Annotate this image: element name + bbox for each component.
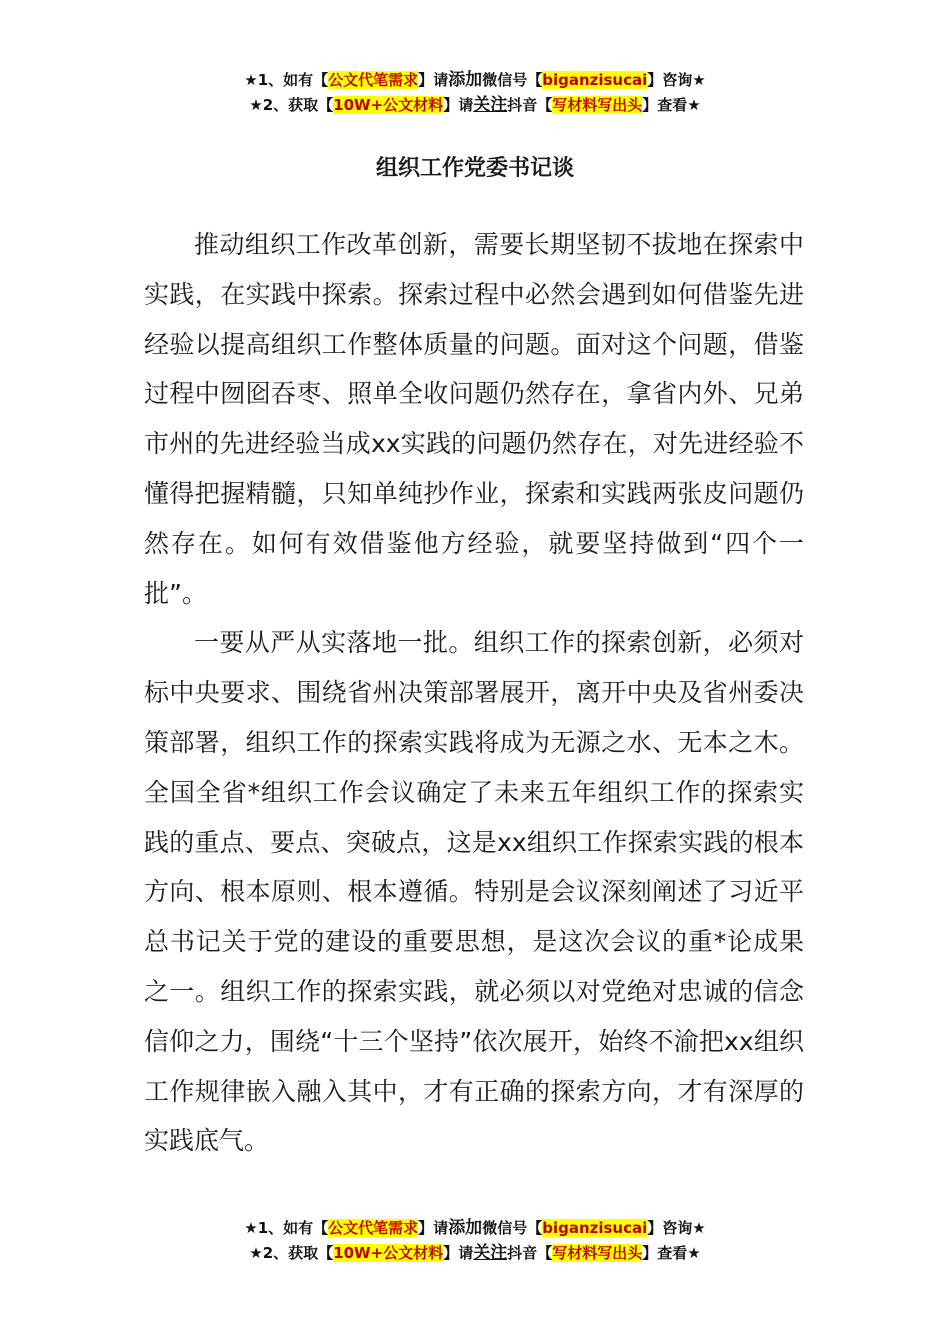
highlight-materials: 10W+公文材料 [333, 1244, 444, 1262]
banner-line-2 [0, 93, 950, 118]
banner-text: 微信号【 [482, 71, 543, 89]
banner-text: 抖音【 [507, 96, 553, 114]
highlight-douyin-account: 写材料写出头 [552, 96, 643, 114]
highlight-service: 公文代笔需求 [328, 71, 419, 89]
banner-text: 抖音【 [507, 1244, 553, 1262]
banner-emphasis: 添加 [448, 70, 483, 90]
document-title: 组织工作党委书记谈 [375, 156, 574, 181]
footer-banner [0, 1216, 950, 1266]
header-banner [0, 68, 950, 118]
banner-text: 】请 [443, 96, 474, 114]
highlight-wechat-id: biganzisucai [542, 71, 648, 89]
banner-text: 】查看★ [642, 1244, 701, 1262]
banner-text: 】请 [418, 71, 449, 89]
banner-text: 】查看★ [642, 96, 701, 114]
banner-emphasis: 添加 [448, 1218, 483, 1238]
highlight-materials: 10W+公文材料 [333, 96, 444, 114]
highlight-wechat-id: biganzisucai [542, 1219, 648, 1237]
banner-line-2 [0, 1241, 950, 1266]
paragraph-intro: 推动组织工作改革创新，需要长期坚韧不拔地在探索中实践，在实践中探索。探索过程中必然会遇到如何借鉴先进经验以提高组织工作整体质量的问题。面对这个问题，借鉴过程中囫囵吞枣、照单全收问题仍然存在，拿省内外、兄弟市州的先进经验当成xx实践的问题仍然存在，对先进经验不懂得把握精髓，只知单纯抄作业，探索和实践两张皮问题仍然存在。如何有效借鉴他方经验，就要坚持做到“四个一批”。 [144, 230, 804, 608]
banner-emphasis: 关注 [473, 95, 508, 115]
banner-text: ★1、如有【 [244, 71, 329, 89]
paragraph-point-one: 一要从严从实落地一批。组织工作的探索创新，必须对标中央要求、围绕省州决策部署展开，离开中央及省州委决策部署，组织工作的探索实践将成为无源之水、无本之木。全国全省*组织工作会议确定了未来五年组织工作的探索实践的重点、要点、突破点，这是xx组织工作探索实践的根本方向、根本原则、根本遵循。特别是会议深刻阐述了习近平总书记关于党的建设的重要思想，是这次会议的重*论成果之一。组织工作的探索实践，就必须以对党绝对忠诚的信念信仰之力，围绕“十三个坚持”依次展开，始终不渝把xx组织工作规律嵌入融入其中，才有正确的探索方向，才有深厚的实践底气。 [144, 628, 804, 1156]
banner-text: 】咨询★ [647, 71, 706, 89]
banner-text: 】咨询★ [647, 1219, 706, 1237]
banner-text: 微信号【 [482, 1219, 543, 1237]
banner-text: ★1、如有【 [244, 1219, 329, 1237]
banner-text: 】请 [443, 1244, 474, 1262]
banner-emphasis: 关注 [473, 1243, 508, 1263]
highlight-douyin-account: 写材料写出头 [552, 1244, 643, 1262]
banner-line-1 [0, 68, 950, 93]
banner-line-1 [0, 1216, 950, 1241]
highlight-service: 公文代笔需求 [328, 1219, 419, 1237]
banner-text: ★2、获取【 [249, 1244, 334, 1262]
banner-text: 】请 [418, 1219, 449, 1237]
document-body [144, 220, 804, 1166]
banner-text: ★2、获取【 [249, 96, 334, 114]
